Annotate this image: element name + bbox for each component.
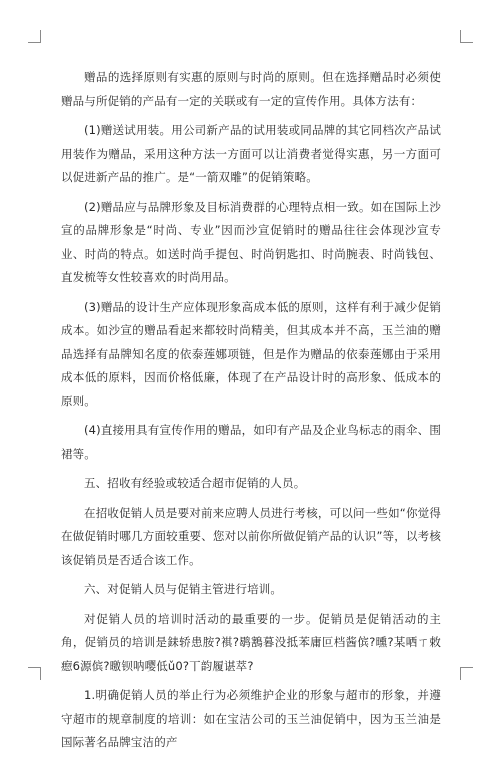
crop-mark-bottom-left — [28, 667, 41, 680]
method-3-paragraph: (3)赠品的设计生产应体现形象高成本低的原则，这样有利于减少促销成本。如沙宣的赠品看起来都较时尚精美，但其成本并不高，玉兰油的赠品选择有品牌知名度的依泰莲娜项链，但是作为赠品的依泰莲娜由于采用成本低的原料，因而价格低廉，体现了在产品设计时的高形象、低成本的原则。 — [61, 299, 441, 408]
section-5-heading: 五、招收有经验或较适合超市促销的人员。 — [84, 476, 306, 490]
training-item-1-paragraph: 1.明确促销人员的举止行为必须维护企业的形象与超市的形象，并遵守超市的规章制度的培训：如在宝洁公司的玉兰油促销中，因为玉兰油是国际著名品牌宝洁的产 — [61, 688, 441, 749]
crop-mark-top-right — [460, 30, 473, 43]
document-body — [61, 66, 441, 761]
section-5-paragraph: 在招收促销人员是要对前来应聘人员进行考核，可以问一些如“你觉得在做促销时哪几方面较重要、您对以前你所做促销产品的认识”等，以考核该促销员是否适合该工作。 — [61, 505, 441, 567]
crop-mark-top-left — [28, 30, 41, 43]
section-6-heading: 六、对促销人员与促销主管进行培训。 — [84, 582, 283, 596]
method-1-paragraph: (1)赠送试用装。用公司新产品的试用装或同品牌的其它同档次产品试用装作为赠品，采用这种方法一方面可以让消费者觉得实惠，另一方面可以促进新产品的推广。是“一箭双雕”的促销策略。 — [61, 123, 441, 184]
crop-mark-bottom-right — [460, 667, 473, 680]
intro-paragraph: 赠品的选择原则有实惠的原则与时尚的原则。但在选择赠品时必须使赠品与所促销的产品有一定的关联或有一定的宣传作用。具体方法有： — [61, 70, 441, 108]
method-2-paragraph: (2)赠品应与品牌形象及目标消费群的心理特点相一致。如在国际上沙宣的品牌形象是“时尚、专业”因而沙宣促销时的赠品往往会体现沙宣专业、时尚的特点。如送时尚手提包、时尚钥匙扣、时尚腕表、时尚钱包、直发梳等女性较喜欢的时尚用品。 — [61, 199, 441, 284]
method-4-paragraph: (4)直接用具有宣传作用的赠品，如印有产品及企业鸟标志的雨伞、围裙等。 — [61, 423, 441, 461]
section-6-paragraph: 对促销人员的培训时活动的最重要的一步。促销员是促销活动的主角，促销员的培训是銇轿患胺?褀?鹖鶷暮没抵苯庸叵档酱傧?曛?某哂ㄒ敕瘛6源傧?曒钡呐嘤低ǔ0?丅韵履谌萃? — [61, 611, 441, 673]
